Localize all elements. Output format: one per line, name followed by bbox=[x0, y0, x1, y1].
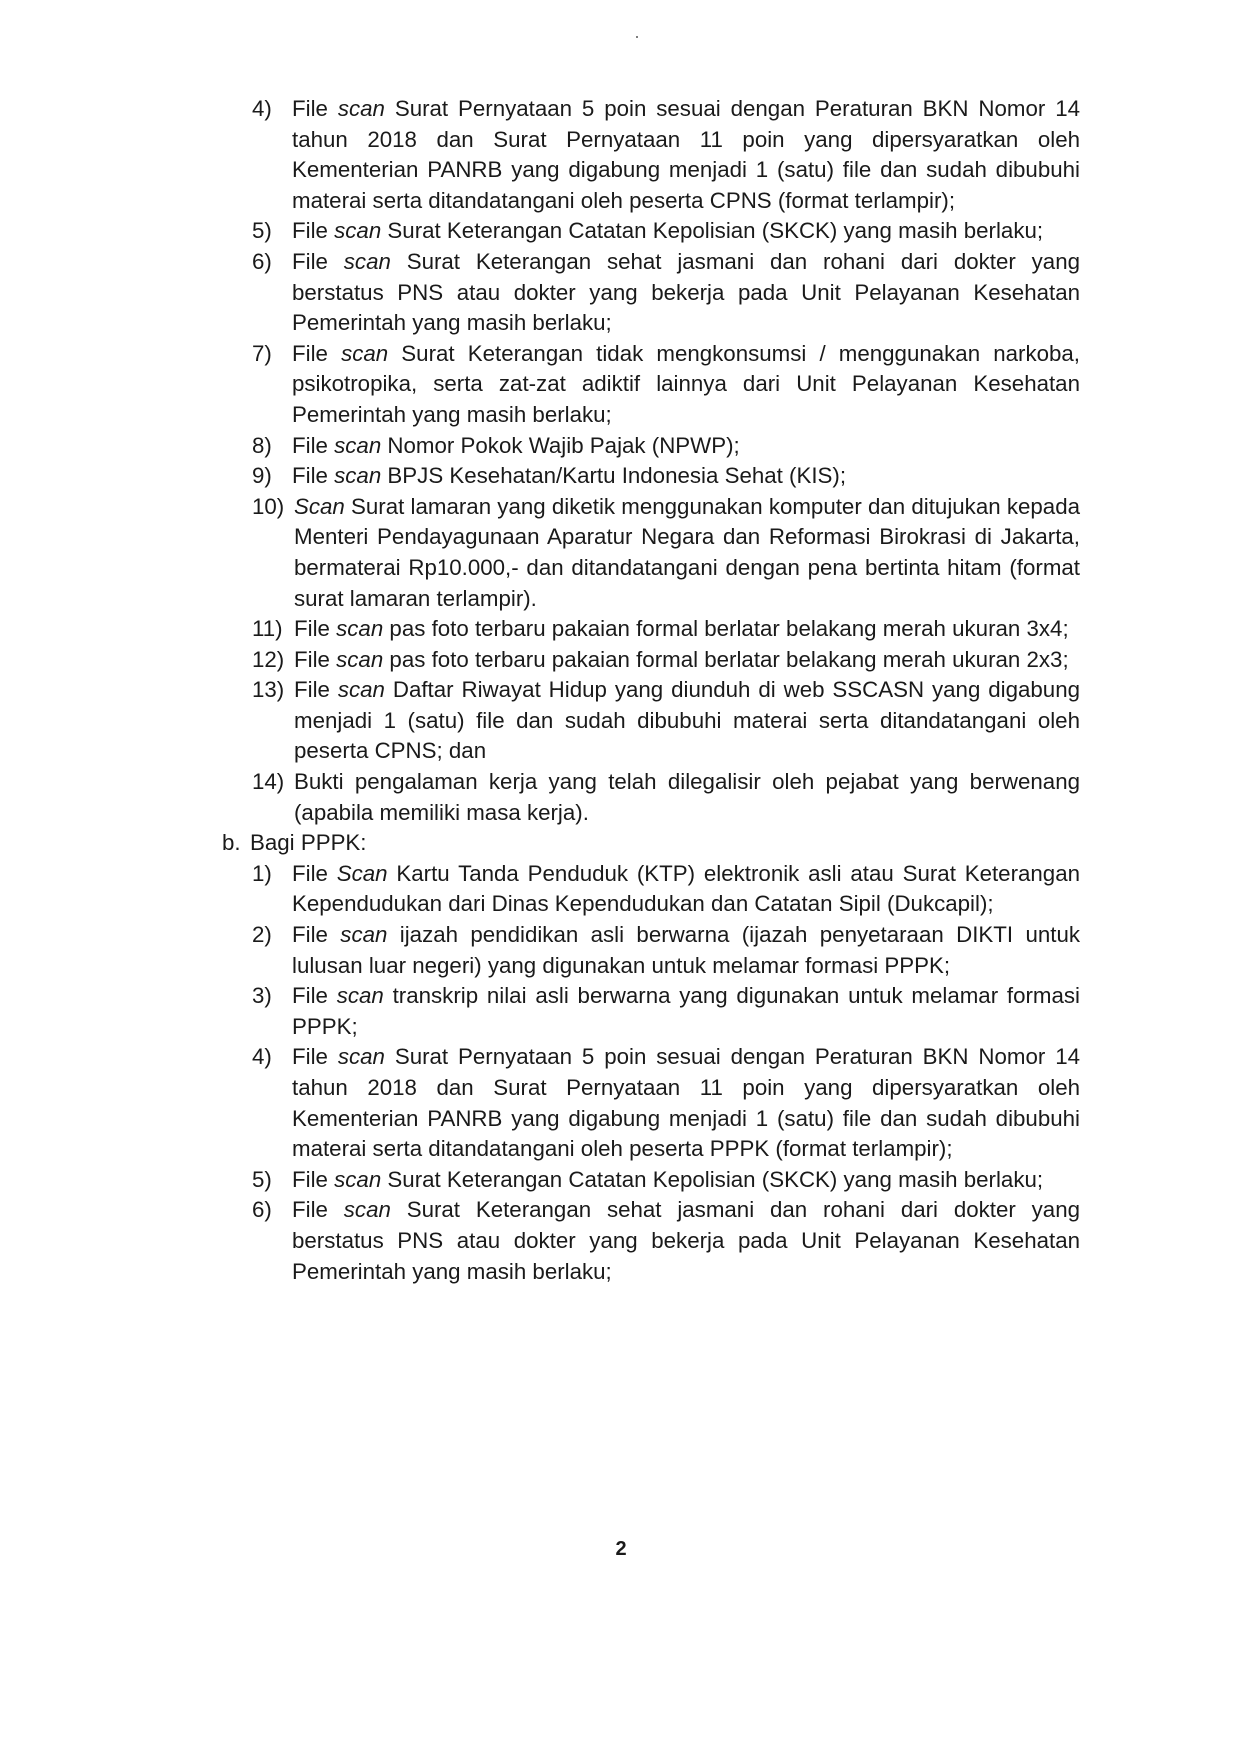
list-item-number: 4) bbox=[252, 96, 272, 121]
list-item-number: 10) bbox=[252, 493, 285, 519]
list-item-text: File scan Surat Keterangan sehat jasmani dan rohani dari dokter yang berstatus PNS atau dokter yang bekerja pada Unit Pelayanan Kesehatan Pemerintah yang masih berlaku; bbox=[292, 1197, 1080, 1284]
list-item-number: 5) bbox=[252, 218, 272, 244]
list-item bbox=[222, 461, 1080, 492]
list-item-text: File scan Surat Keterangan sehat jasmani dan rohani dari dokter yang berstatus PNS atau dokter yang bekerja pada Unit Pelayanan Kesehatan Pemerintah yang masih berlaku; bbox=[292, 248, 1080, 336]
list-item-text: File scan pas foto terbaru pakaian formal berlatar belakang merah ukuran 3x4; bbox=[294, 616, 1069, 642]
list-item-text: File scan Surat Keterangan Catatan Kepolisian (SKCK) yang masih berlaku; bbox=[292, 1166, 1044, 1192]
list-item bbox=[222, 1195, 1080, 1287]
list-item bbox=[222, 1042, 1080, 1164]
list-item-text: File scan ijazah pendidikan asli berwarna (ijazah penyetaraan DIKTI untuk lulusan luar negeri) yang digunakan untuk melamar formasi PPPK; bbox=[292, 922, 1080, 978]
list-item bbox=[222, 920, 1080, 981]
list-item-number: 9) bbox=[252, 463, 272, 489]
list-item bbox=[222, 339, 1080, 431]
list-item bbox=[222, 981, 1080, 1042]
section-letter: b. bbox=[222, 830, 241, 856]
list-item bbox=[222, 431, 1080, 462]
list-item-number: 2) bbox=[252, 922, 272, 948]
list-item-text: File scan Surat Pernyataan 5 poin sesuai dengan Peraturan BKN Nomor 14 tahun 2018 dan Surat Pernyataan 11 poin yang dipersyaratkan oleh Kementerian PANRB yang digabung menjadi 1 (satu) file dan sudah dibubuhi materai serta ditandatangani oleh peserta CPNS (format terlampir); bbox=[292, 96, 1081, 213]
list-item-number: 6) bbox=[252, 248, 272, 274]
list-item-text: File Scan Kartu Tanda Penduduk (KTP) elektronik asli atau Surat Keterangan Kependudukan dari Dinas Kependudukan dan Catatan Sipil (Dukcapil); bbox=[292, 860, 1080, 917]
list-item bbox=[222, 216, 1080, 247]
list-item-text: File scan BPJS Kesehatan/Kartu Indonesia Sehat (KIS); bbox=[292, 463, 847, 489]
list-item-number: 14) bbox=[252, 769, 285, 795]
section-b-list bbox=[222, 859, 1080, 1287]
list-item bbox=[222, 492, 1080, 614]
list-item-text: Scan Surat lamaran yang diketik menggunakan komputer dan ditujukan kepada Menteri Pendayagunaan Aparatur Negara dan Reformasi Birokrasi di Jakarta, bermaterai Rp10.000,- dan ditandatangani dengan pena bertinta hitam (format surat lamaran terlampir). bbox=[294, 493, 1080, 611]
list-item-text: File scan Nomor Pokok Wajib Pajak (NPWP); bbox=[292, 432, 740, 458]
section-title: Bagi PPPK: bbox=[250, 830, 367, 856]
list-item bbox=[222, 767, 1080, 828]
list-item-number: 6) bbox=[252, 1197, 272, 1223]
list-item bbox=[222, 675, 1080, 767]
list-item bbox=[222, 94, 1080, 216]
scan-artifact-dot bbox=[636, 36, 638, 38]
list-item-text: Bukti pengalaman kerja yang telah dilegalisir oleh pejabat yang berwenang (apabila memiliki masa kerja). bbox=[294, 769, 1080, 825]
list-item-number: 8) bbox=[252, 432, 272, 458]
list-item-number: 11) bbox=[252, 616, 283, 642]
list-item-text: File scan Daftar Riwayat Hidup yang diunduh di web SSCASN yang digabung menjadi 1 (satu) file dan sudah dibubuhi materai serta ditandatangani oleh peserta CPNS; dan bbox=[294, 677, 1080, 764]
list-item-text: File scan pas foto terbaru pakaian formal berlatar belakang merah ukuran 2x3; bbox=[294, 646, 1069, 672]
list-item-number: 1) bbox=[252, 860, 272, 886]
section-b-heading bbox=[222, 828, 1080, 859]
list-item bbox=[222, 645, 1080, 676]
list-item-text: File scan transkrip nilai asli berwarna yang digunakan untuk melamar formasi PPPK; bbox=[292, 983, 1081, 1039]
list-item-text: File scan Surat Pernyataan 5 poin sesuai dengan Peraturan BKN Nomor 14 tahun 2018 dan Surat Pernyataan 11 poin yang dipersyaratkan oleh Kementerian PANRB yang digabung menjadi 1 (satu) file dan sudah dibubuhi materai serta ditandatangani oleh peserta PPPK (format terlampir); bbox=[292, 1044, 1081, 1162]
section-a-list bbox=[222, 94, 1080, 828]
list-item bbox=[222, 247, 1080, 339]
list-item bbox=[222, 859, 1080, 920]
list-item-number: 4) bbox=[252, 1044, 272, 1070]
list-item-number: 3) bbox=[252, 983, 272, 1009]
document-body bbox=[222, 94, 1080, 1287]
list-item-number: 7) bbox=[252, 340, 272, 366]
list-item-number: 12) bbox=[252, 646, 285, 672]
list-item-text: File scan Surat Keterangan Catatan Kepolisian (SKCK) yang masih berlaku; bbox=[292, 218, 1044, 244]
list-item bbox=[222, 614, 1080, 645]
list-item-number: 13) bbox=[252, 677, 285, 703]
list-item bbox=[222, 1165, 1080, 1196]
list-item-number: 5) bbox=[252, 1166, 272, 1192]
page-number: 2 bbox=[615, 1538, 627, 1560]
list-item-text: File scan Surat Keterangan tidak mengkonsumsi / menggunakan narkoba, psikotropika, serta zat-zat adiktif lainnya dari Unit Pelayanan Kesehatan Pemerintah yang masih berlaku; bbox=[292, 340, 1080, 427]
